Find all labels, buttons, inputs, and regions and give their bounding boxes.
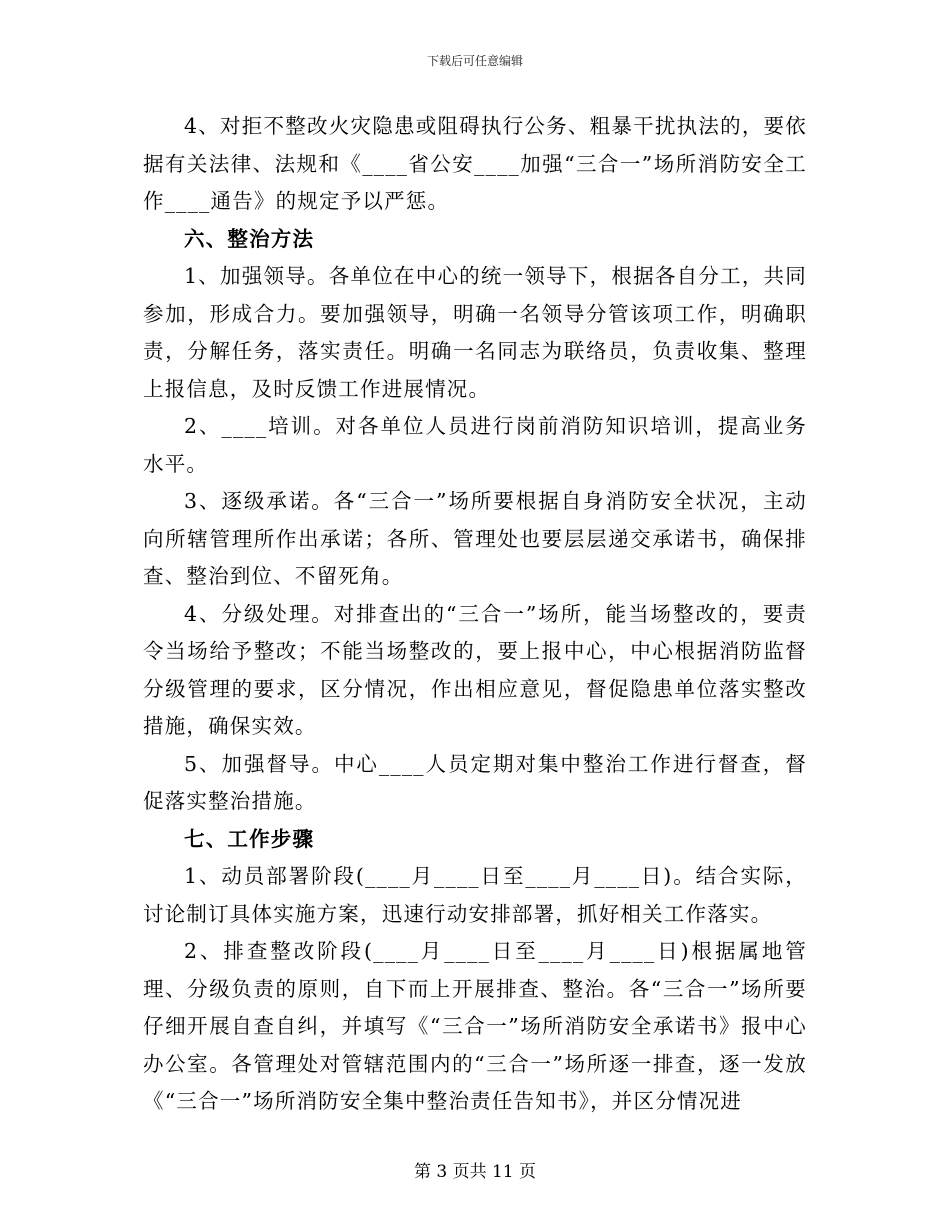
document-body <box>143 108 807 1121</box>
page-header-note: 下载后可任意编辑 <box>426 54 523 68</box>
section-heading-methods: 六、整治方法 <box>184 226 315 251</box>
paragraph-graded-handling: 4、分级处理。对排查出的“三合一”场所，能当场整改的，要责令当场给予整改；不能当场整改的，要上报中心，中心根据消防监督分级管理的要求，区分情况，作出相应意见，督促隐患单位落实整改措施，确保实效。 <box>143 601 807 738</box>
paragraph-inspection-stage: 2、排查整改阶段(____月____日至____月____日)根据属地管理、分级负责的原则，自下而上开展排查、整治。各“三合一”场所要仔细开展自查自纠，并填写《“三合一”场所消防安全承诺书》报中心办公室。各管理处对管辖范围内的“三合一”场所逐一排查，逐一发放《“三合一”场所消防安全集中整治责任告知书》，并区分情况进 <box>143 939 807 1113</box>
paragraph-strengthen-leadership: 1、加强领导。各单位在中心的统一领导下，根据各自分工，共同参加，形成合力。要加强领导，明确一名领导分管该项工作，明确职责，分解任务，落实责任。明确一名同志为联络员，负责收集、整理上报信息，及时反馈工作进展情况。 <box>143 264 807 401</box>
section-heading-steps: 七、工作步骤 <box>184 826 315 851</box>
paragraph-item-4-penalty: 4、对拒不整改火灾隐患或阻碍执行公务、粗暴干扰执法的，要依据有关法律、法规和《____省公安____加强“三合一”场所消防安全工作____通告》的规定予以严惩。 <box>143 114 807 213</box>
paragraph-training: 2、____培训。对各单位人员进行岗前消防知识培训，提高业务水平。 <box>143 414 807 476</box>
paragraph-mobilization-stage: 1、动员部署阶段(____月____日至____月____日)。结合实际，讨论制订具体实施方案，迅速行动安排部署，抓好相关工作落实。 <box>143 864 807 926</box>
paragraph-commitment: 3、逐级承诺。各“三合一”场所要根据自身消防安全状况，主动向所辖管理所作出承诺；各所、管理处也要层层递交承诺书，确保排查、整治到位、不留死角。 <box>143 489 807 588</box>
paragraph-supervision: 5、加强督导。中心____人员定期对集中整治工作进行督查，督促落实整治措施。 <box>143 751 807 813</box>
page-number-footer: 第 3 页共 11 页 <box>413 1162 537 1182</box>
